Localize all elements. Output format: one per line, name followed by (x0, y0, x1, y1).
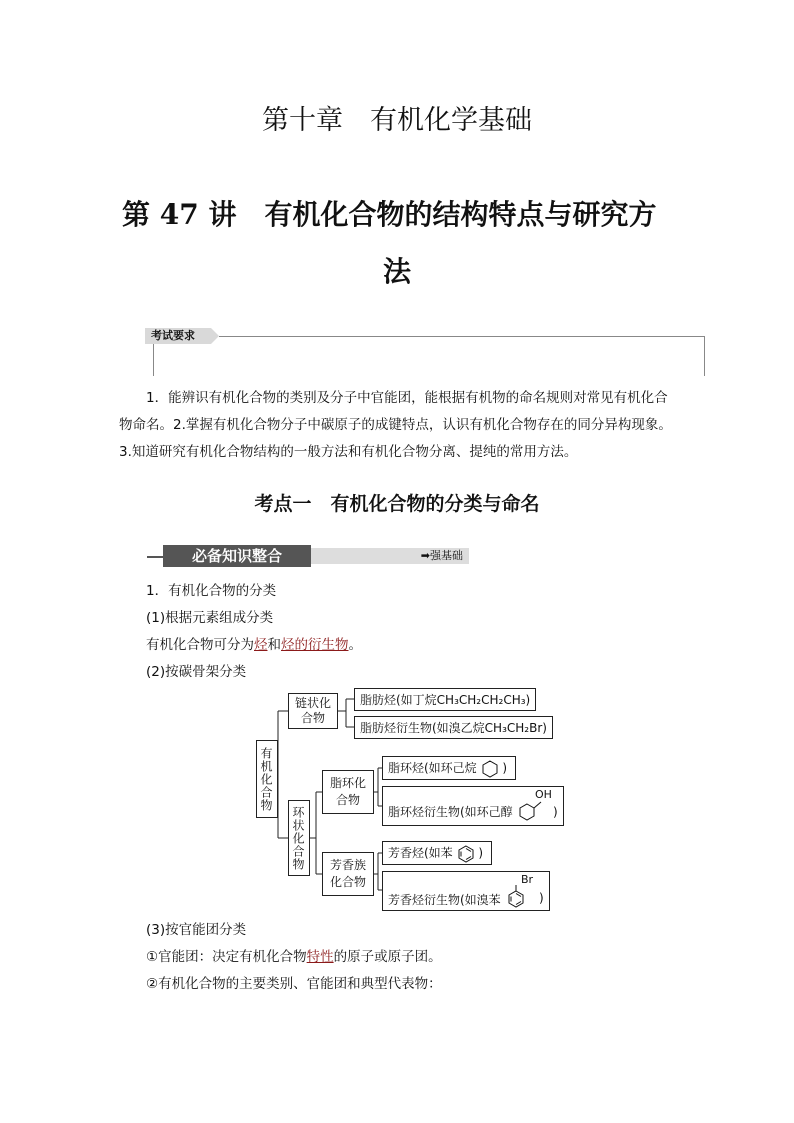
lecture-title-line1: 第 47 讲 有机化合物的结构特点与研究方 (122, 198, 657, 231)
sub1-heading: (1)根据元素组成分类 (146, 610, 274, 626)
tree-root-organic: 有机化合物 (256, 740, 278, 818)
br-label: Br (521, 873, 534, 886)
leaf-aromatic-derivative (382, 871, 550, 911)
close-paren: ) (539, 891, 544, 905)
derivative-term: 烃的衍生物 (281, 637, 349, 653)
tree-alicyclic-compounds: 脂环化合物 (322, 770, 374, 814)
hydrocarbon-term: 烃 (254, 637, 268, 653)
leaf-alicyclic-derivative (382, 786, 564, 826)
chapter-title: 第十章 有机化学基础 (262, 105, 532, 136)
functional-group-definition (146, 945, 442, 965)
fg-def-end: 的原子或原子团。 (333, 949, 442, 965)
fg-def-pre: ①官能团：决定有机化合物 (146, 949, 307, 965)
requirements-line1: 1．能辨识有机化合物的类别及分子中官能团，能根据有机物的命名规则对常见有机化合 (146, 390, 668, 406)
sub1-text-mid: 和 (267, 637, 281, 653)
alicyclic-leaf1-text: 脂环烃(如环己烷 (388, 761, 477, 775)
tag-text: 强基础 (430, 549, 463, 562)
functional-group-list-heading: ②有机化合物的主要类别、官能团和典型代表物： (146, 976, 442, 992)
leaf-aromatic-hydrocarbon (382, 841, 492, 865)
close-paren: ) (502, 761, 508, 775)
sub1-text-end: 。 (348, 637, 362, 653)
oh-label: OH (535, 788, 552, 801)
lecture-title-line2: 法 (382, 255, 411, 288)
item1-heading: 1．有机化合物的分类 (146, 583, 277, 599)
requirements-line3: 3.知道研究有机化合物结构的一般方法和有机化合物分离、提纯的常用方法。 (119, 444, 578, 460)
cyclohexane-icon (481, 760, 499, 778)
aromatic-leaf1-text: 芳香烃(如苯 (388, 846, 453, 860)
knowledge-bar-title: 必备知识整合 (163, 545, 311, 567)
tree-chain-compounds: 链状化合物 (288, 693, 338, 729)
sub1-text-pre: 有机化合物可分为 (146, 637, 254, 653)
tree-aromatic-compounds: 芳香族化合物 (322, 852, 374, 896)
tree-ring-compounds: 环状化合物 (288, 800, 310, 876)
leaf-aliphatic-derivative: 脂肪烃衍生物(如溴乙烷CH₃CH₂Br) (354, 716, 553, 739)
leaf-aliphatic-hydrocarbon: 脂肪烃(如丁烷CH₃CH₂CH₂CH₃) (354, 688, 536, 711)
requirements-line2: 物命名。2.掌握有机化合物分子中碳原子的成键特点，认识有机化合物存在的同分异构现象。 (119, 417, 672, 433)
alicyclic-leaf2-text: 脂环烃衍生物(如环己醇 (388, 805, 513, 819)
aromatic-leaf2-text: 芳香烃衍生物(如溴苯 (388, 893, 501, 907)
section-title: 考点一 有机化合物的分类与命名 (254, 493, 540, 515)
sub2-heading: (2)按碳骨架分类 (146, 664, 247, 680)
close-paren: ) (553, 805, 558, 819)
play-icon: ➡ (420, 549, 430, 562)
property-term: 特性 (306, 949, 334, 965)
close-paren: ) (478, 846, 484, 860)
exam-requirements-tab: 考试要求 (145, 328, 211, 344)
benzene-icon (457, 845, 475, 863)
leaf-alicyclic-hydrocarbon (382, 756, 516, 780)
sub3-heading: (3)按官能团分类 (146, 922, 247, 938)
